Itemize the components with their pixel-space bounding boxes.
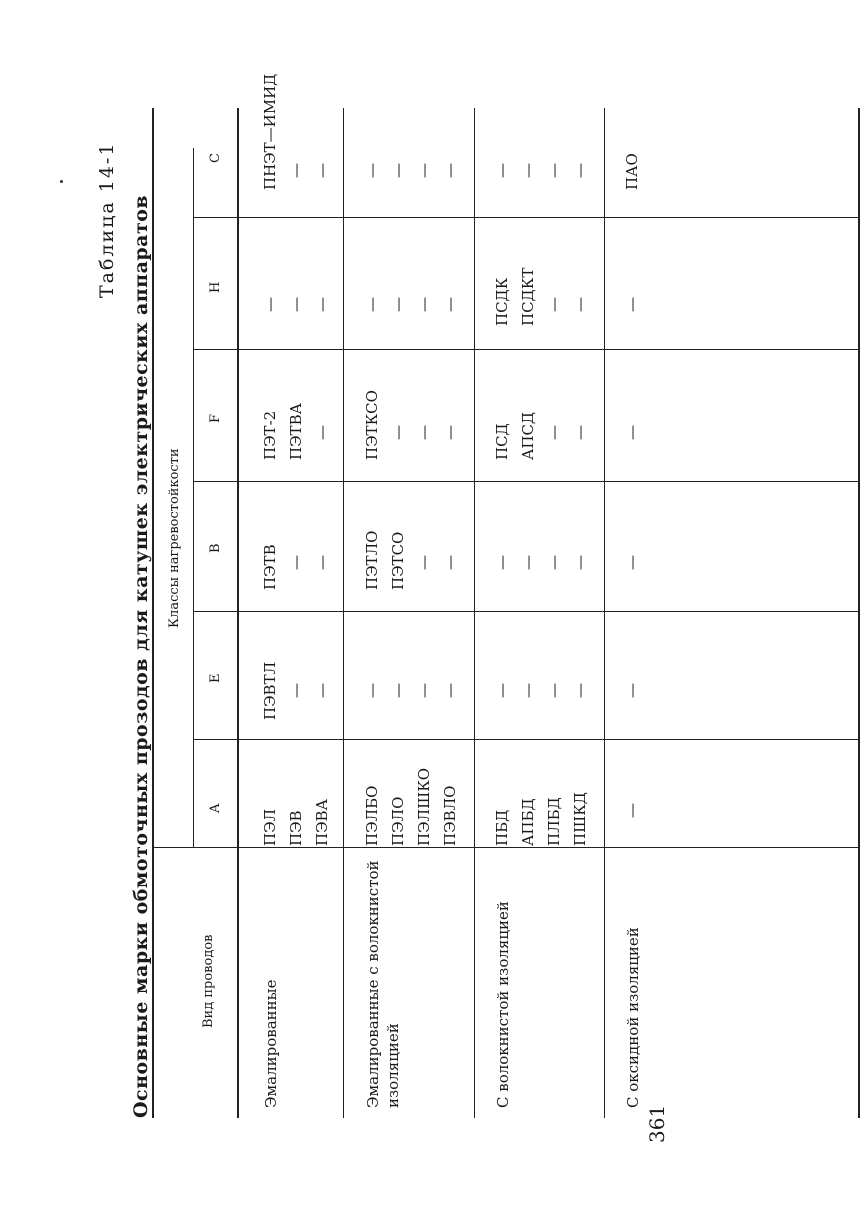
wire-mark-F: АПСД [519, 411, 537, 460]
empty-dash: — [493, 555, 511, 570]
row-separator [343, 108, 344, 1118]
wire-mark-A: ПЛБД [545, 797, 563, 846]
row-type: Эмалированные [262, 979, 280, 1108]
wire-mark-E: ПЭВТЛ [261, 661, 279, 720]
classes-rule [193, 148, 194, 848]
empty-dash: — [287, 683, 305, 698]
empty-dash: — [389, 683, 407, 698]
empty-dash: — [519, 163, 537, 178]
wire-mark-A: ПЭЛБО [363, 785, 381, 846]
empty-dash: — [545, 555, 563, 570]
row-type: С волокнистой изоляцией [494, 901, 512, 1108]
empty-dash: — [623, 297, 641, 312]
empty-dash: — [287, 297, 305, 312]
table-title: Основные марки обмоточных прозодов для катушек электрических аппаратов [130, 194, 152, 1118]
col-rule [193, 481, 858, 482]
empty-dash: — [389, 297, 407, 312]
empty-dash: — [441, 297, 459, 312]
empty-dash: — [415, 555, 433, 570]
wire-mark-B: ПЭТСО [389, 531, 407, 590]
empty-dash: — [571, 555, 589, 570]
page-number: 361 [645, 1104, 669, 1143]
empty-dash: — [313, 683, 331, 698]
wire-mark-A: ПЭВ [287, 810, 305, 846]
wire-mark-A: ПБД [493, 809, 511, 846]
empty-dash: — [623, 555, 641, 570]
wire-mark-H: ПСДК [493, 277, 511, 326]
row-type: Эмалированные с волокнистой [364, 860, 382, 1108]
empty-dash: — [287, 555, 305, 570]
empty-dash: — [623, 803, 641, 818]
empty-dash: — [313, 163, 331, 178]
empty-dash: — [623, 425, 641, 440]
rule-header-bottom [237, 108, 239, 1118]
wire-mark-B: ПЭТВ [261, 544, 279, 590]
header-wire-type: Вид проводов [201, 934, 216, 1028]
empty-dash: — [545, 297, 563, 312]
empty-dash: — [287, 163, 305, 178]
empty-dash: — [519, 555, 537, 570]
rule-bottom [858, 108, 860, 1118]
col-rule-type [152, 847, 858, 848]
empty-dash: — [313, 425, 331, 440]
empty-dash: — [363, 683, 381, 698]
empty-dash: — [571, 683, 589, 698]
wire-mark-A: ПЭЛШКО [415, 767, 433, 846]
wire-mark-A: ПЭВЛО [441, 785, 459, 846]
empty-dash: — [545, 425, 563, 440]
row-separator [604, 108, 605, 1118]
print-speck [60, 180, 63, 183]
empty-dash: — [363, 297, 381, 312]
col-rule [193, 349, 858, 350]
empty-dash: — [441, 163, 459, 178]
wire-mark-A: АПБД [519, 798, 537, 846]
header-class-F: F [208, 413, 223, 423]
empty-dash: — [519, 683, 537, 698]
empty-dash: — [415, 683, 433, 698]
header-class-B: B [208, 543, 223, 553]
empty-dash: — [571, 297, 589, 312]
empty-dash: — [441, 555, 459, 570]
empty-dash: — [389, 163, 407, 178]
wire-mark-B: ПЭТЛО [363, 530, 381, 590]
wire-mark-C: ПАО [623, 153, 641, 190]
col-rule [193, 611, 858, 612]
wire-mark-A: ПЭВА [313, 799, 331, 846]
wire-mark-A: ПЭЛО [389, 796, 407, 846]
rule-top [152, 108, 154, 1118]
row-separator [474, 108, 475, 1118]
wire-mark-C: ПНЭТ—ИМИД [261, 73, 279, 190]
empty-dash: — [363, 163, 381, 178]
col-rule [193, 739, 858, 740]
empty-dash: — [493, 683, 511, 698]
wire-mark-F: ПЭТВА [287, 403, 305, 460]
empty-dash: — [313, 297, 331, 312]
empty-dash: — [571, 425, 589, 440]
wire-mark-F: ПЭТ-2 [261, 410, 279, 460]
row-type: С оксидной изоляцией [624, 927, 642, 1108]
wire-mark-H: ПСДКТ [519, 267, 537, 326]
header-class-E: E [208, 673, 223, 683]
empty-dash: — [545, 683, 563, 698]
empty-dash: — [441, 683, 459, 698]
empty-dash: — [545, 163, 563, 178]
col-rule [193, 217, 858, 218]
empty-dash: — [389, 425, 407, 440]
empty-dash: — [313, 555, 331, 570]
empty-dash: — [415, 297, 433, 312]
wire-mark-A: ПШКД [571, 791, 589, 846]
header-class-A: A [208, 803, 223, 813]
header-class-C: C [208, 153, 223, 163]
empty-dash: — [571, 163, 589, 178]
empty-dash: — [415, 425, 433, 440]
empty-dash: — [493, 163, 511, 178]
header-heat-classes: Классы нагревостойкости [167, 448, 182, 628]
empty-dash: — [441, 425, 459, 440]
row-type: изоляцией [384, 1023, 402, 1108]
wire-mark-F: ПЭТКСО [363, 390, 381, 460]
wire-mark-F: ПСД [493, 423, 511, 460]
empty-dash: — [261, 297, 279, 312]
wire-mark-A: ПЭЛ [261, 808, 279, 846]
table-label: Таблица 14-1 [96, 141, 118, 298]
empty-dash: — [415, 163, 433, 178]
header-class-H: H [208, 281, 223, 293]
empty-dash: — [623, 683, 641, 698]
